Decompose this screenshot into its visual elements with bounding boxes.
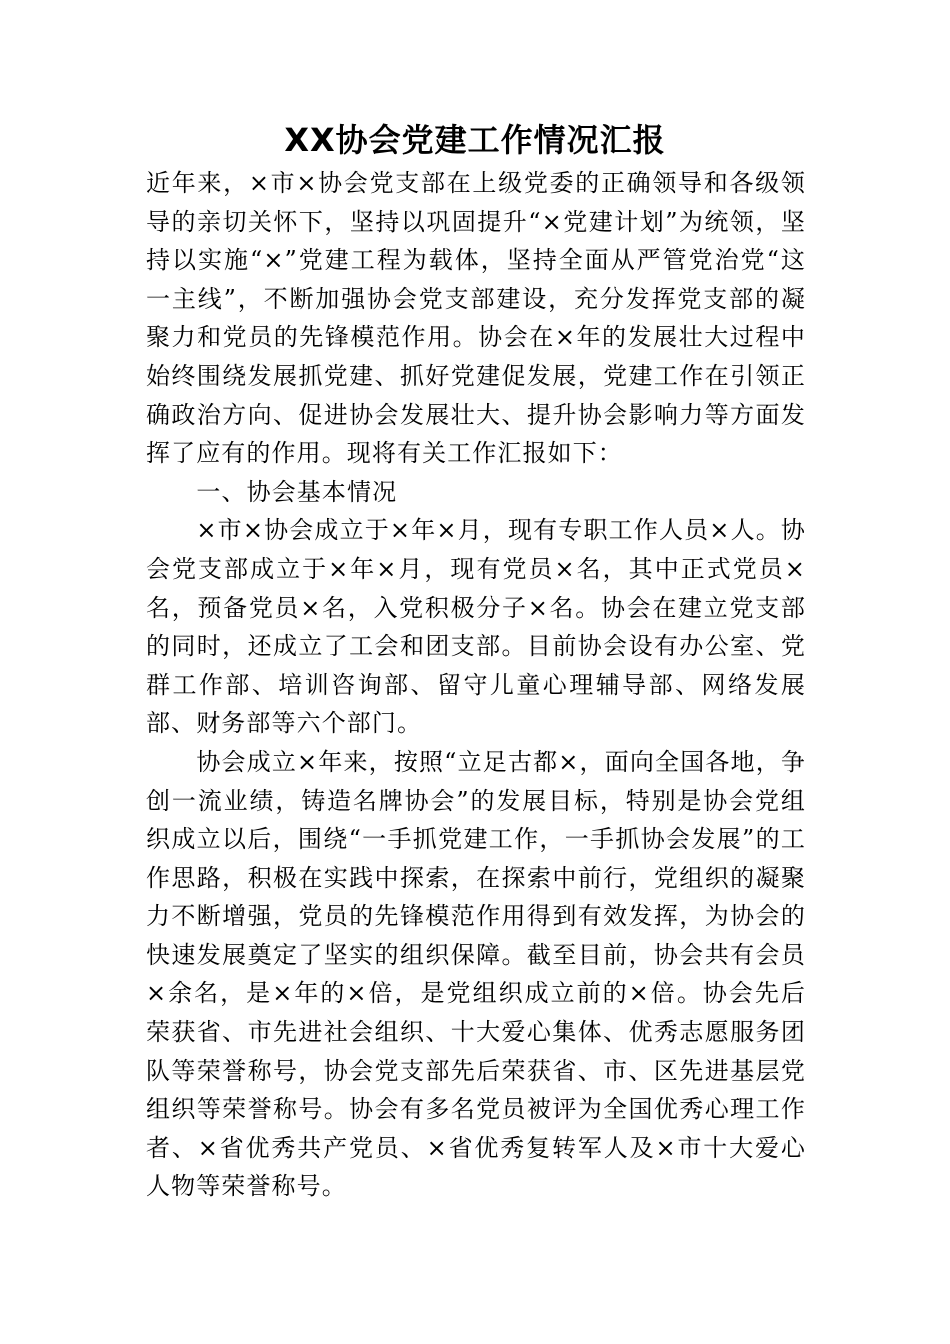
section-heading: 一、协会基本情况 (196, 477, 398, 506)
basic-info-paragraph: ×市×协会成立于×年×月，现有专职工作人员×人。协会党支部成立于×年×月，现有党员×名，其中正式党员×名，预备党员×名，入党积极分子×名。协会在建立党支部的同时，还成立了工会和团支部。目前协会设有办公室、党群工作部、培训咨询部、留守儿童心理辅导部、网络发展部、财务部等六个部门。 (146, 516, 806, 738)
document-body (146, 164, 806, 1206)
document-title: XX协会党建工作情况汇报 (284, 121, 666, 159)
development-paragraph: 协会成立×年来，按照“立足古都×，面向全国各地，争创一流业绩，铸造名牌协会”的发展目标，特别是协会党组织成立以后，围绕“一手抓党建工作，一手抓协会发展”的工作思路，积极在实践中探索，在探索中前行，党组织的凝聚力不断增强，党员的先锋模范作用得到有效发挥，为协会的快速发展奠定了坚实的组织保障。截至目前，协会共有会员×余名，是×年的×倍，是党组织成立前的×倍。协会先后荣获省、市先进社会组织、十大爱心集体、优秀志愿服务团队等荣誉称号，协会党支部先后荣获省、市、区先进基层党组织等荣誉称号。协会有多名党员被评为全国优秀心理工作者、×省优秀共产党员、×省优秀复转军人及×市十大爱心人物等荣誉称号。 (146, 747, 806, 1201)
intro-paragraph: 近年来，×市×协会党支部在上级党委的正确领导和各级领导的亲切关怀下，坚持以巩固提升“×党建计划”为统领，坚持以实施“×”党建工程为载体，坚持全面从严管党治党“这一主线”，不断加强协会党支部建设，充分发挥党支部的凝聚力和党员的先锋模范作用。协会在×年的发展壮大过程中始终围绕发展抓党建、抓好党建促发展，党建工作在引领正确政治方向、促进协会发展壮大、提升协会影响力等方面发挥了应有的作用。现将有关工作汇报如下： (146, 169, 806, 468)
